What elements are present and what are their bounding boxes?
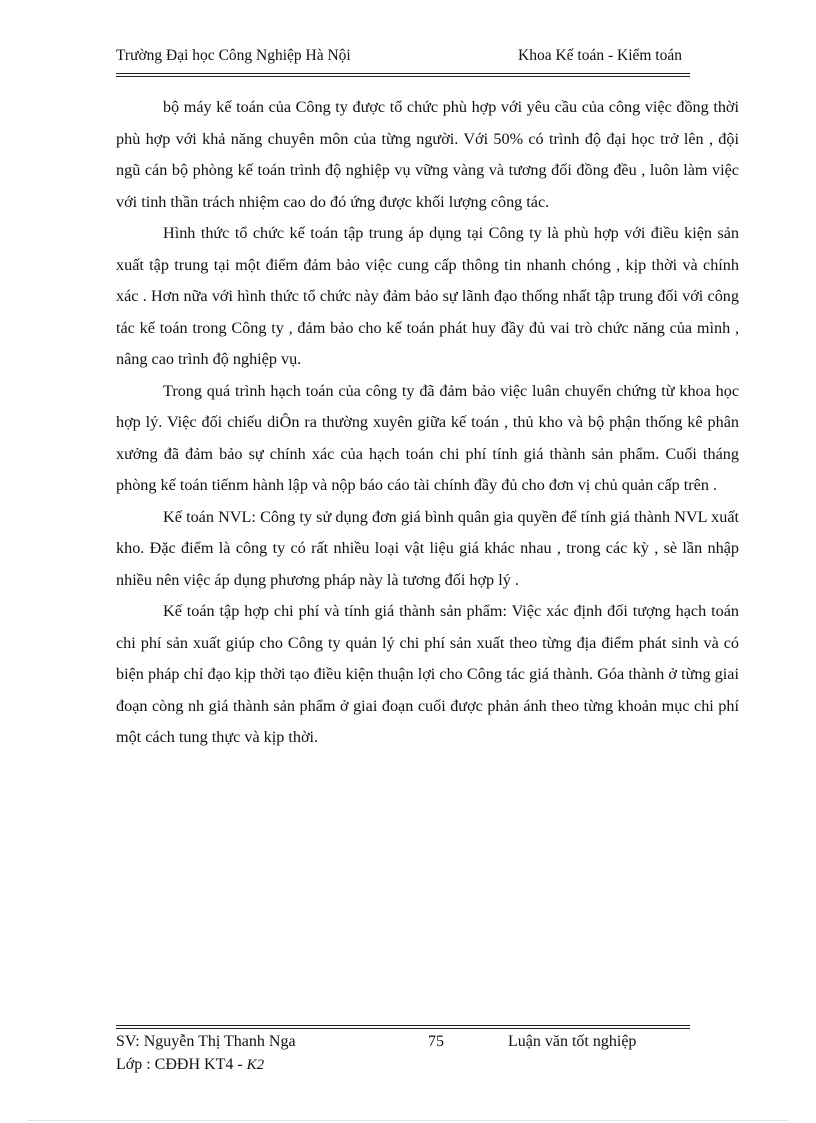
header-rule-top [116,73,690,74]
paragraph: bộ máy kế toán của Công ty được tổ chức phù hợp với yêu cầu của công việc đồng thời phù hợp với khả năng chuyên môn của từng người. Với 50% có trình độ đại học trở lên , đội ngũ cán bộ phòng kế toán trình độ nghiệp vụ vững vàng và tương đối đồng đều , luôn làm việc với tinh thần trách nhiệm cao do đó ứng được khối lượng công tác. [116,98,739,211]
paragraph: Hình thức tổ chức kế toán tập trung áp dụng tại Công ty là phù hợp với điều kiện sản xuất tập trung tại một điểm đảm bảo việc cung cấp thông tin nhanh chóng , kịp thời và chính xác . Hơn nữa với hình thức tổ chức này đảm bảo sự lãnh đạo thống nhất tập trung đối với công tác kế toán trong Công ty , đảm bảo cho kế toán phát huy đầy đủ vai trò chức năng của mình , nâng cao trình độ nghiệp vụ. [116,224,739,368]
page-bottom-dotted-line [28,1120,788,1121]
footer-class [116,1056,264,1074]
page-number: 75 [428,1033,444,1050]
document-body [116,92,739,754]
header-university: Trường Đại học Công Nghiệp Hà Nội [116,47,351,64]
paragraph: Kế toán NVL: Công ty sử dụng đơn giá bình quân gia quyền để tính giá thành NVL xuất kho. Đặc điểm là công ty có rất nhiều loại vật liệu giá khác nhau , trong các kỳ , sè lần nhập nhiều nên việc áp dụng phương pháp này là tương đối hợp lý . [116,507,739,589]
footer-class-suffix: K2 [246,1057,265,1073]
header-rule-bottom [116,76,690,77]
footer-rule-top [116,1025,690,1026]
page-header [116,47,690,69]
footer-rule-bottom [116,1028,690,1029]
footer-class-label: Lớp : CĐĐH KT4 - [116,1056,243,1073]
paragraph: Trong quá trình hạch toán của công ty đã đảm bảo việc luân chuyển chứng từ khoa học hợp lý. Việc đối chiếu diÔn ra thường xuyên giữa kế toán , thủ kho và bộ phận thống kê phân xưởng đã đảm bảo sự chính xác của hạch toán chi phí tính giá thành sản phẩm. Cuối tháng phòng kế toán tiếnm hành lập và nộp báo cáo tài chính đầy đủ cho đơn vị chủ quản cấp trên . [116,381,739,494]
paragraph: Kế toán tập hợp chi phí và tính giá thành sản phẩm: Việc xác định đối tượng hạch toán chi phí sản xuất giúp cho Công ty quản lý chi phí sản xuất theo từng địa điểm phát sinh và có biện pháp chỉ đạo kịp thời tạo điều kiện thuận lợi cho Công tác giá thành. Góa thành ở từng giai đoạn còng nh giá thành sản phẩm ở giai đoạn cuối được phản ánh theo từng khoản mục chi phí một cách tung thực và kịp thời. [116,602,739,746]
footer-thesis: Luận văn tốt nghiệp [508,1033,637,1050]
footer-student: SV: Nguyễn Thị Thanh Nga [116,1033,296,1050]
header-faculty: Khoa Kế toán - Kiểm toán [518,47,682,64]
